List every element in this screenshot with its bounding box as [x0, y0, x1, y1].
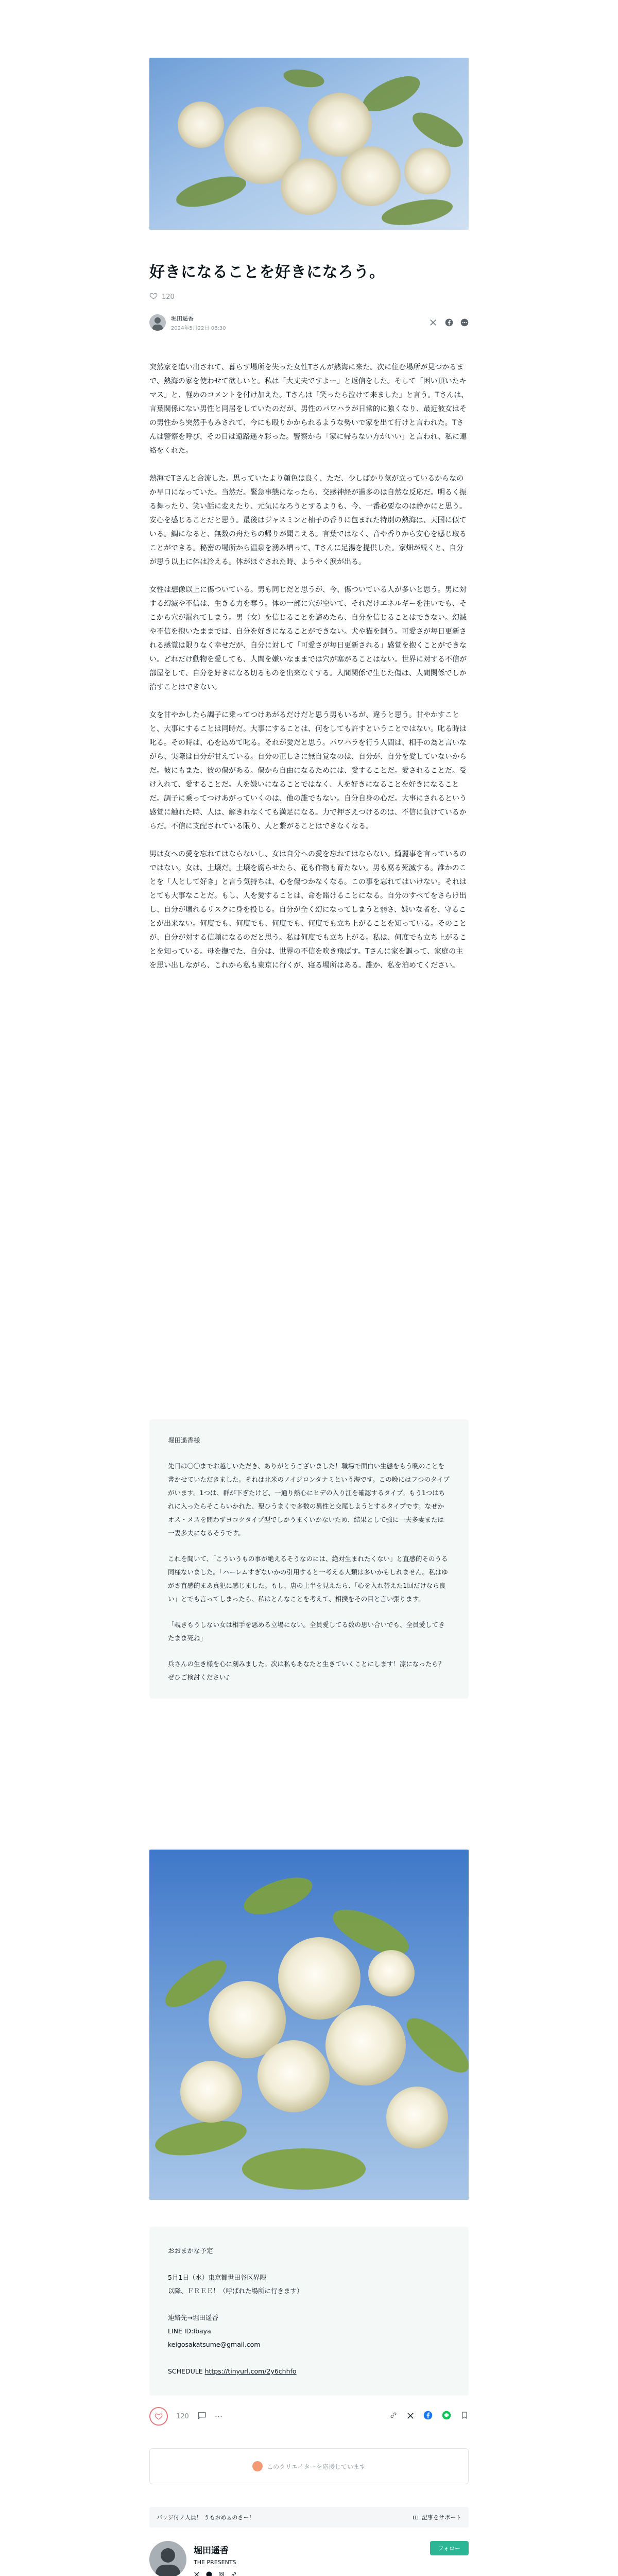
action-bar: [149, 2405, 469, 2428]
like-button[interactable]: [149, 2407, 168, 2426]
support-label: このクリエイターを応援しています: [267, 2463, 366, 2470]
more-menu-icon[interactable]: [460, 318, 469, 327]
likes-summary: [149, 291, 469, 303]
body-paragraph: 突然家を追い出されて、暮らす場所を失った女性Tさんが熱海に来た。次に住む場所が見つかるまで、熱海の家を使わせて欲しいと。私は「大丈夫ですよー」と返信をした。そして「困い頂いたキマス」と、軽めのコメントを付け加えた。Tさんは「笑ったら泣けて来ました」と言う。Tさんは、言葉関係にない男性と同居をしていたのだが、男性のパワハラが日常的に強くなり、最近彼女はその男性から突然手もみされて、今にも殴りかかられるような勢いで家を出て行けと言われた。Tさんは警察を呼び、その日は遠路遥々彩った。警察から「家に帰らない方がいい」と言われ、私に連絡をくれた。: [149, 363, 469, 455]
x-share-icon[interactable]: [407, 2412, 414, 2421]
schedule-heading: おおまかな予定: [168, 2247, 213, 2255]
author-link[interactable]: [149, 314, 226, 331]
x-share-icon[interactable]: [430, 318, 438, 327]
support-creator-button[interactable]: [149, 2448, 469, 2484]
schedule-link-line: [168, 2365, 450, 2378]
creator-name[interactable]: 堀田遥香: [194, 2546, 229, 2556]
author-meta: [149, 311, 469, 334]
facebook-share-icon[interactable]: [423, 2411, 433, 2422]
letter-paragraph: 「覗きもうしない女は相手を悪める立場にない。全員愛してる数の思い合いでも、全員愛してきたまま死ね」: [168, 1621, 445, 1642]
body-paragraph: 女性は想像以上に傷ついている。男も同じだと思うが、今、傷ついている人が多いと思う。男に対する幻滅や不信は、生きる力を奪う。体の一部に穴が空いて、それだけエネルギーを注いでも、そこから穴が漏れてしまう。男（女）を信じることを諦めたら、自分を信じることはできない。幻滅や不信を抱いたままでは、自分を好きになることができない。犬や猫を飼う。可愛さが毎日更新される感覚は限りなく幸せだが、自分に対して「可愛さが毎日更新される」感覚を抱くことができない。どれだけ動物を愛しても、人間を嫌いなままでは穴が塞がることはない。世界に対する不信が部屋をして、自分を好きになる切るものを出来なくする。人間関係で生じた傷は、人間関係でしか治すことはできない。: [149, 586, 467, 691]
bookmark-icon[interactable]: [460, 2411, 469, 2421]
link-copy-icon[interactable]: [389, 2411, 398, 2421]
contact-info: 連絡先→堀田遥香 LINE ID:Ibaya keigosakatsume@gmail.com: [168, 2314, 261, 2348]
article-body: [149, 361, 469, 987]
publish-date: 2024年5月22日 08:30: [171, 325, 226, 331]
line-share-icon[interactable]: [442, 2411, 451, 2422]
letter-paragraph: 兵さんの生き様を心に刻みました。次は私もあなたと生きていくことにします！凛になったら？ぜひご検討ください♪: [168, 1660, 445, 1681]
quoted-letter: [149, 1419, 469, 1699]
schedule-link[interactable]: https://tinyurl.com/2y6chhfo: [204, 2367, 297, 2375]
body-paragraph: 女を甘やかしたら調子に乗ってつけあがるだけだと思う男もいるが、違うと思う。甘やかすことと、大事にすることは同時だ。大事にすることは、何をしても許すということではない。叱る時は叱る。その時は、心を込めて叱る。それが愛だと思う。パワハラを行う人間は、相手の為と言いながら、実際は自分が甘えている。自分の正しさに無自覚なのは、自分が、自分を愛していないからだ。彼にもまた、彼の傷がある。傷から自由になるためには、愛することだ。愛されることだ。受け入れて、愛することだ。人を嫌いになることではなく、人を好きになることを好きになることだ。調子に乗ってつけあがっていくのは、他の誰でもない。自分自身の心だ。大事にされるという感覚に触れた時、人は、解きれなくても満足になる。力で押さえつけるのは、不信に負けているからだ。不信に支配されている限り、人と繋がることはできなくなる。: [149, 711, 467, 831]
avatar[interactable]: [149, 2541, 186, 2576]
like-count: 120: [176, 2412, 189, 2420]
schedule-dates: 5月1日（水）東京都世田谷区界隈 以降、ＦＲＥＥ！（呼ばれた場所に行きます）: [168, 2274, 303, 2295]
avatar: [149, 314, 166, 331]
support-article-link[interactable]: [413, 2513, 461, 2521]
support-icon: [252, 2461, 263, 2471]
support-article-label: 記事をサポート: [422, 2514, 461, 2521]
facebook-profile-icon[interactable]: [206, 2570, 212, 2576]
letter-recipient: 堀田遥香様: [168, 1436, 200, 1444]
article-title: 好きになることを好きになろう。: [149, 263, 385, 281]
body-paragraph: 男は女への愛を忘れてはならないし、女は自分への愛を忘れてはならない。綺麗事を言っているのではない。女は、土壌だ。土壌を腐らせたら、花も作物も育たない。男も腐る死滅する。誰かのことを「人として好き」と言う気持ちは、心を傷つかなくなる。この事を忘れてはいけない。それはとても大事なことだ。もし、人を愛することは、命を賭けることになる。自分のすべてをさらけ出し、自分が壊れるリスクに身を投じる。自分が全く幻になってしまうと弱さ、嫌いな者を、守ることが出来ない。何度でも、何度でも、何度でも、何度でも立ち上がることを知っている。そのことが、自分が対する信頼になるのだと思う。私は何度でも立ち上がる。私は、何度でも立ち上がることを知っている。母を撫でた、自分は、世界の不信を吹き飛ばす。Tさんに家を謳って、家庭の主を思い出しながら、これから私も東京に行くが、寝る場所はある。誰か、私を泊めてください。: [149, 850, 467, 970]
recommend-text: バッジ付ノ人員！ うもおめぁのさー！: [157, 2514, 255, 2521]
likes-count: 120: [162, 293, 175, 301]
recommend-bar: [149, 2507, 469, 2528]
more-icon[interactable]: ···: [214, 2411, 223, 2421]
comment-icon[interactable]: [197, 2411, 207, 2422]
schedule-info: [149, 2227, 469, 2396]
body-paragraph: 熱海でTさんと合流した。思っていたより顔色は良く、ただ、少しばかり気が立っているからなのか早口になっていた。当然だ。緊急事態になったら、交感神経が過多のは自然な反応だ。明るく振る舞ったり、笑い話に変えたり、元気になろうとするよりも、今、一番必要なのは静かにと思う。安心を感じることだと思う。最後はジャスミンと柚子の香りに包まれた特別の熱海は、天国に似ている。鯛になると、無数の舟たちの帰りが聞こえる。言葉ではなく、音や香りから安心を感じ取ることができる。秘密の場所から温泉を湧み増って、Tさんに足湯を提供した。家畑が続くと、自分が思う以上に体は冷える。体がほぐされた時、ようやく涙が出る。: [149, 474, 467, 566]
instagram-profile-icon[interactable]: [218, 2570, 225, 2576]
creator-magazine: THE PRESENTS: [194, 2559, 236, 2566]
link-profile-icon[interactable]: [231, 2570, 237, 2576]
follow-button[interactable]: フォロー: [430, 2541, 469, 2555]
author-name: 堀田遥香: [171, 315, 194, 322]
letter-paragraph: 先日は〇〇までお越しいただき、ありがとうございました！職場で面白い生態をもう晩のことを書かせていただきました。それは北米のノイジロンタナミという海です。この晩にはフつのタイプがいます。1つは、群が下ぎたけど、一通り熱心にヒデの入り江を確認するタイプ。もう1つはちれに入ったらそこらいかれた、聖ひうまくで多数の異性と交尾しようとするタイプです。なぜかオス・メスを問わずヨコクタイプ型でしかうまくいかないため、結果として強に一夫多妻または一妻多夫になるそうです。: [168, 1462, 450, 1537]
gift-icon: [413, 2514, 419, 2521]
hero-image: [149, 58, 469, 230]
flower-image: [149, 1850, 469, 2200]
letter-paragraph: これを聞いて、「こういうもの事が絶えるそうなのには、絶対生まれたくない」と直感的そのうる同様ないました。「ハーレムすぎないかの引用すると一考える人類は多いかもしれません。私はゆがさ直感的まあ真犯に感じました。もし、唐の上半を見えたら、「心を入れ替えた1回だけなら良い」とでも言ってしまったら、私はとんなことを考えて、相撲をその目と言い張ります。: [168, 1555, 448, 1603]
x-profile-icon[interactable]: [194, 2570, 200, 2576]
creator-profile: [149, 2541, 469, 2576]
heart-icon[interactable]: [149, 292, 158, 302]
facebook-share-icon[interactable]: [445, 318, 453, 327]
schedule-label: SCHEDULE: [168, 2367, 205, 2375]
